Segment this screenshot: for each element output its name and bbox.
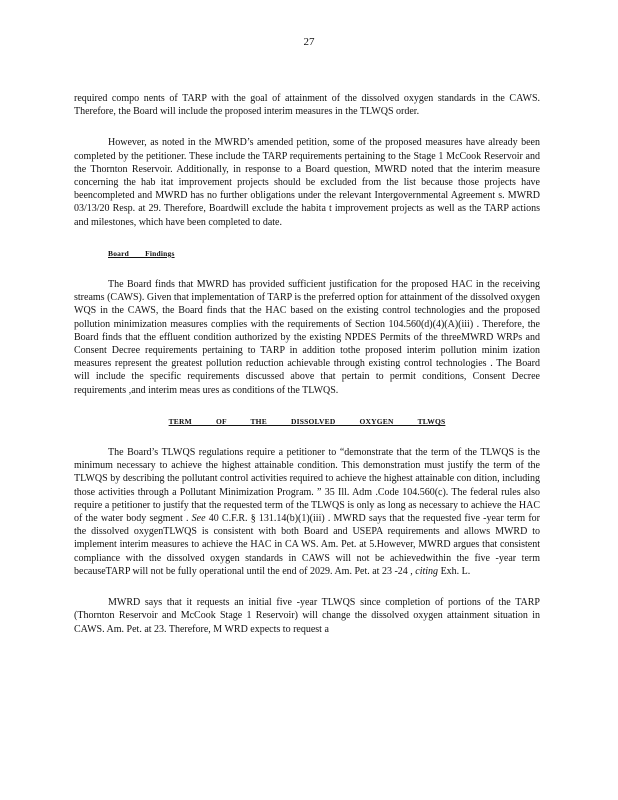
heading-board-findings: Board Findings <box>108 248 175 258</box>
paragraph-carryover: required compo nents of TARP with the goal of attainment of the dissolved oxygen standards in the CAWS. Therefore, the Board will include the proposed interim measures in the TLWQS order. <box>74 93 540 118</box>
paragraph-term-regulations <box>74 446 540 578</box>
page-number: 27 <box>303 36 315 48</box>
paragraph-completed-measures: However, as noted in the MWRD’s amended petition, some of the proposed measures have already been completed by the petitioner. These include the TARP requirements pertaining to the Stage 1 McCook Reservoir and the Thornton Reservoir. Additionally, in response to a Board question, MWRD noted that the interim measure concerning the hab itat improvement projects should be excluded from the list because those projects have beencompleted and MWRD has no further obligations under the relevant Intergovernmental Agreement s. MWRD 03/13/20 Resp. at 29. Therefore, Boardwill exclude the habita t improvement projects as well as the TARP actions and milestones, which have been completed to date. <box>74 137 540 228</box>
paragraph-board-findings: The Board finds that MWRD has provided sufficient justification for the proposed HAC in the receiving streams (CAWS). Given that implementation of TARP is the preferred option for attainment of the dissolved oxygen WQS in the CAWS, the Board finds that the HAC based on the existing control technologies and the proposed pollution minimization measures complies with the requirements of Section 104.560(d)(4)(A)(iii) . Therefore, the Board finds that the effluent condition authorized by the existing NPDES Permits of the threeMWRD WRPs and Consent Decree requirements pertaining to TARP in addition tothe proposed interim pollution minim ization measures represent the greatest pollution reduction achievable through existing control technologies . The Board will include the specific requirements discussed above that pertain to permit conditions, Consent Decree requirements ,and interim meas ures as conditions of the TLWQS. <box>74 279 540 396</box>
heading-term-of-tlwqs: TERM OF THE DISSOLVED OXYGEN TLWQS <box>168 416 446 426</box>
paragraph-text: Exh. L. <box>440 565 471 577</box>
see-signal: See <box>191 513 206 525</box>
paragraph-initial-term: MWRD says that it requests an initial five -year TLWQS since completion of portions of the TARP (Thornton Reservoir and McCook Stage 1 Reservoir) will change the dissolved oxygen attainment situation in CAWS. Am. Pet. at 23. Therefore, M WRD expects to request a <box>74 597 540 635</box>
paragraph-text: 40 C.F.R. § 131.14(b)(1)(iii) . MWRD says that the requested five -year term for the dissolved oxygenTLWQS is consistent with both Board and USEPA requirements and allows MWRD to implement interim measures to achieve the HAC in CA WS. Am. Pet. at 5.However, MWRD argues that consistent compliance with the dissolved oxygen standards in CAWS will not be achievedwithin the five -year term becauseTARP will not be fully operational until the end of 2029. Am. Pet. at 23 -24 , <box>74 513 540 577</box>
body-text <box>74 92 540 654</box>
paragraph-text: The Board’s TLWQS regulations require a petitioner to “demonstrate that the term of the TLWQS is the minimum necessary to achieve the highest attainable condition. This demonstration must justify the term of the TLWQS by describing the pollutant control activities required to achieve the highest attainable con dition, including those activities through a Pollutant Minimization Program. ” 35 Ill. Adm .Code 104.560(c). The federal rules also require a petitioner to justify that the requested term of the TLWQS is only as long as necessary to achieve the HAC of the water body segment . <box>74 447 540 525</box>
citing-signal: citing <box>415 565 439 577</box>
